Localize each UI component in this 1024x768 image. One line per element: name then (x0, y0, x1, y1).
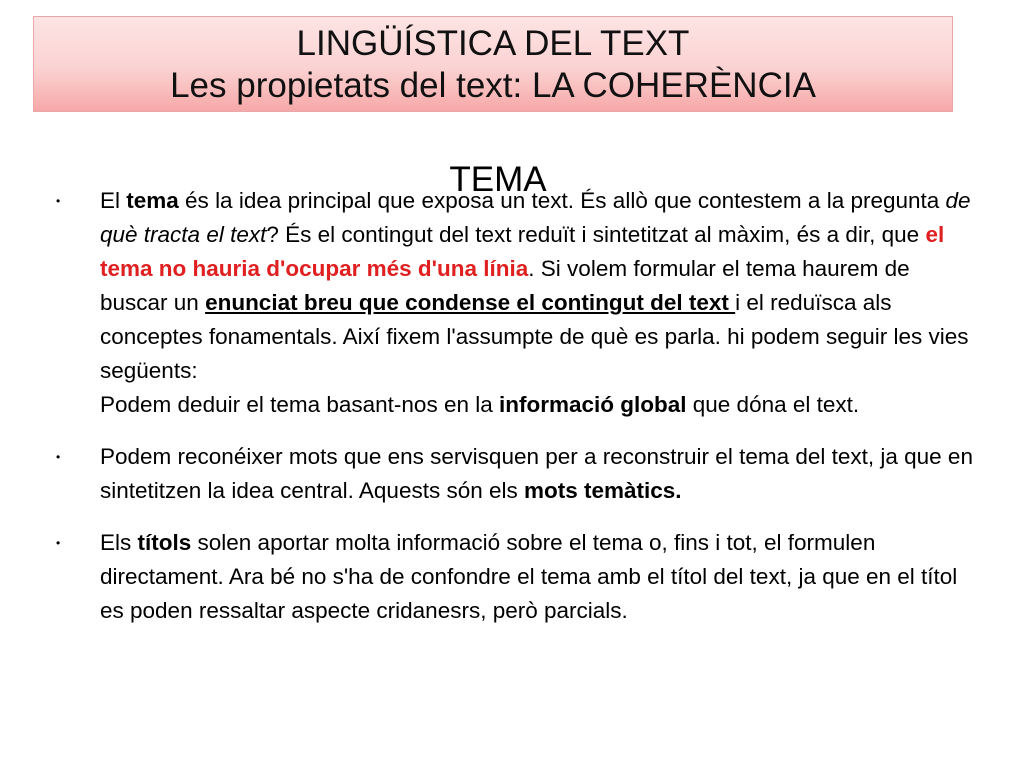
slide-title: LINGÜÍSTICA DEL TEXT (296, 24, 690, 63)
text-run: i el reduïsca als conceptes fonamentals. Així fixem l'assumpte de què es parla. hi podem seguir les vies següents: (100, 290, 969, 383)
text-run: Els (100, 530, 138, 555)
bold-term: títols (137, 530, 192, 555)
italic-phrase: de què tracta el text (100, 188, 971, 247)
slide-subtitle-line: Les propietats del text: LA COHERÈNCIA (170, 66, 816, 105)
bullet-icon: • (56, 536, 61, 550)
bullet-item-tema (56, 184, 976, 422)
bullet-item-mots-tematics (56, 440, 976, 508)
underlined-phrase: enunciat breu que condense el contingut del text (205, 290, 736, 315)
bold-term: tema (126, 188, 179, 213)
section-heading: TEMA (449, 160, 547, 199)
text-run: que dóna el text. (686, 392, 860, 417)
text-run: solen aportar molta informació sobre el tema o, fins i tot, el formulen directament. Ara bé no s'ha de confondre el tema amb el títol del text, ja que en el títol es poden ressaltar aspecte cridanesrs, però parcials. (100, 530, 958, 623)
text-run: Podem reconéixer mots que ens servisquen per a reconstruir el tema del text, ja que en sintetitzen la idea central. Aquests són els (100, 444, 973, 503)
bold-term: informació global (499, 392, 687, 417)
text-run: El (100, 188, 127, 213)
title-banner (33, 16, 953, 112)
bullet-item-titols (56, 526, 976, 628)
text-run: és la idea principal que exposa un text. És allò que contestem a la pregunta (178, 188, 946, 213)
bullet-icon: • (56, 450, 61, 464)
bold-term: mots temàtics. (524, 478, 682, 503)
text-run: . Si volem formular el tema haurem de buscar un (100, 256, 910, 315)
bullet-list (56, 184, 976, 628)
bullet-icon: • (56, 194, 61, 208)
text-run: ? És el contingut del text reduït i sintetitzat al màxim, és a dir, que (266, 222, 926, 247)
text-run: Podem deduir el tema basant-nos en la (100, 392, 499, 417)
highlight-phrase: el tema no hauria d'ocupar més d'una línia (100, 222, 945, 281)
